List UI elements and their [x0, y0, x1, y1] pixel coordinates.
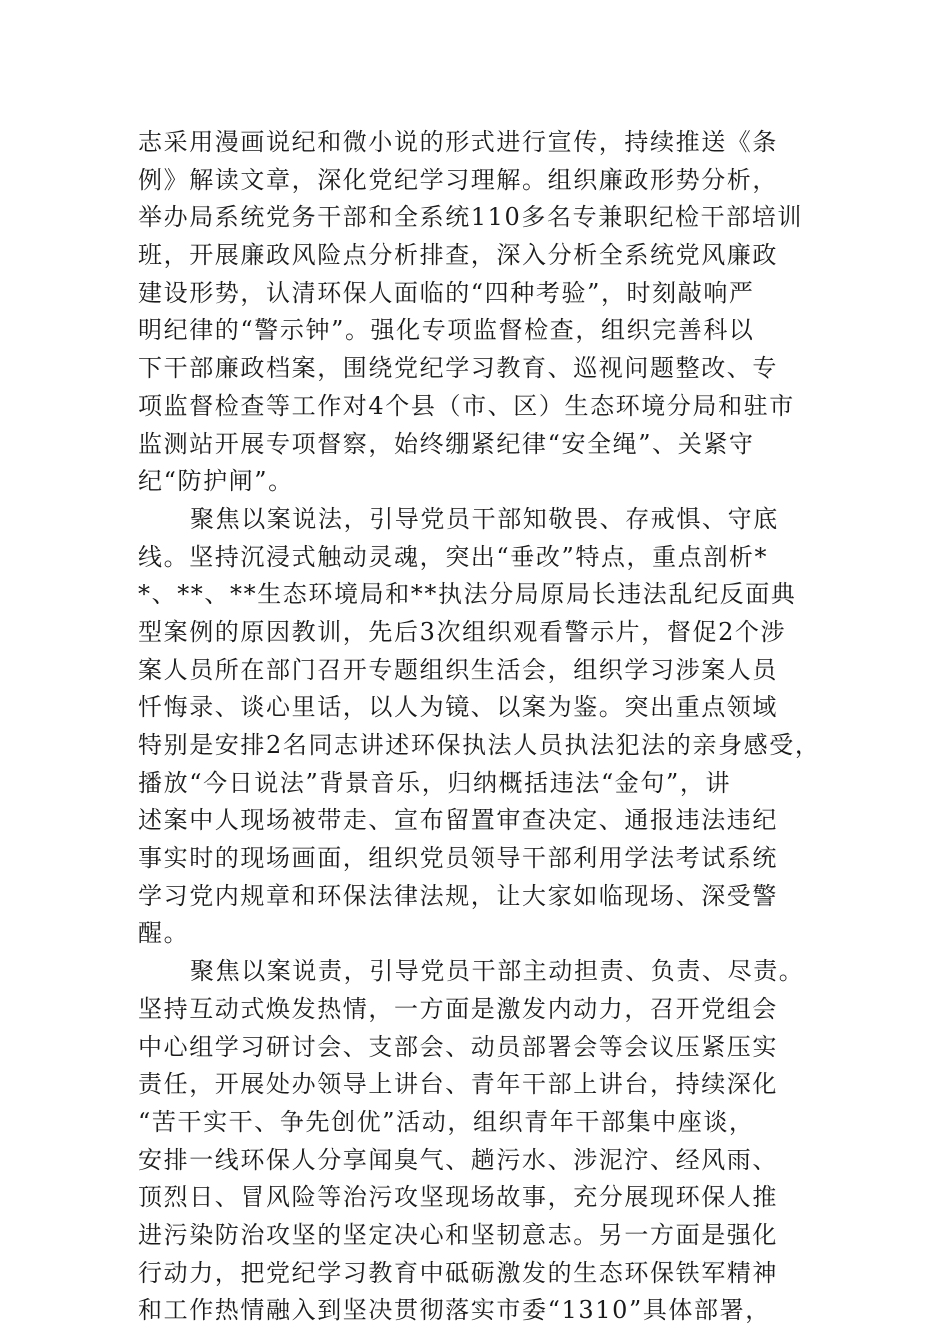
text-line: 安排一线环保人分享闻臭气、趟污水、涉泥泞、经风雨、 [138, 1145, 778, 1174]
text-line: 和工作热情融入到坚决贯彻落实市委“1310”具体部署， [138, 1296, 771, 1325]
text-line: 纪“防护闸”。 [138, 467, 294, 496]
text-line: 线。坚持沉浸式触动灵魂，突出“垂改”特点，重点剖析* [138, 542, 769, 571]
text-line: 顶烈日、冒风险等治污攻坚现场故事，充分展现环保人推 [138, 1183, 778, 1212]
text-line: 行动力，把党纪学习教育中砥砺激发的生态环保铁军精神 [138, 1258, 778, 1287]
text-line: 项监督检查等工作对4个县（市、区）生态环境分局和驻市 [138, 391, 795, 420]
text-line: 进污染防治攻坚的坚定决心和坚韧意志。另一方面是强化 [138, 1220, 778, 1249]
text-line: 播放“今日说法”背景音乐，归纳概括违法“金句”，讲 [138, 768, 732, 797]
paragraph-start-line: 聚焦以案说法，引导党员干部知敬畏、存戒惧、守底 [190, 504, 779, 533]
text-line: 明纪律的“警示钟”。强化专项监督检查，组织完善科以 [138, 316, 755, 345]
text-line: 型案例的原因教训，先后3次组织观看警示片，督促2个涉 [138, 617, 787, 646]
text-line: 坚持互动式焕发热情，一方面是激发内动力，召开党组会 [138, 994, 778, 1023]
text-line: 举办局系统党务干部和全系统110多名专兼职纪检干部培训 [138, 203, 804, 232]
paragraph-start-line: 聚焦以案说责，引导党员干部主动担责、负责、尽责。 [190, 957, 805, 986]
text-line: 责任，开展处办领导上讲台、青年干部上讲台，持续深化 [138, 1070, 778, 1099]
text-line: 述案中人现场被带走、宣布留置审查决定、通报违法违纪 [138, 806, 778, 835]
text-line: 案人员所在部门召开专题组织生活会，组织学习涉案人员 [138, 655, 778, 684]
text-line: 忏悔录、谈心里话，以人为镜、以案为鉴。突出重点领域 [138, 693, 778, 722]
text-line: 下干部廉政档案，围绕党纪学习教育、巡视问题整改、专 [138, 354, 778, 383]
text-line: 例》解读文章，深化党纪学习理解。组织廉政形势分析， [138, 165, 778, 194]
text-line: 班，开展廉政风险点分析排查，深入分析全系统党风廉政 [138, 241, 778, 270]
text-line: 中心组学习研讨会、支部会、动员部署会等会议压紧压实 [138, 1032, 778, 1061]
text-line: 特别是安排2名同志讲述环保执法人员执法犯法的亲身感受， [138, 731, 821, 759]
text-line: 学习党内规章和环保法律法规，让大家如临现场、深受警 [138, 881, 778, 910]
text-line: 醒。 [138, 919, 190, 948]
text-line: *、**、**生态环境局和**执法分局原局长违法乱纪反面典 [138, 580, 797, 609]
text-line: 志采用漫画说纪和微小说的形式进行宣传，持续推送《条 [138, 128, 778, 156]
body-text [138, 124, 838, 1330]
text-line: 事实时的现场画面，组织党员领导干部利用学法考试系统 [138, 844, 778, 873]
text-line: 监测站开展专项督察，始终绷紧纪律“安全绳”、关紧守 [138, 429, 755, 458]
text-line: 建设形势，认清环保人面临的“四种考验”，时刻敲响严 [138, 278, 755, 307]
text-line: “苦干实干、争先创优”活动，组织青年干部集中座谈， [138, 1107, 755, 1136]
